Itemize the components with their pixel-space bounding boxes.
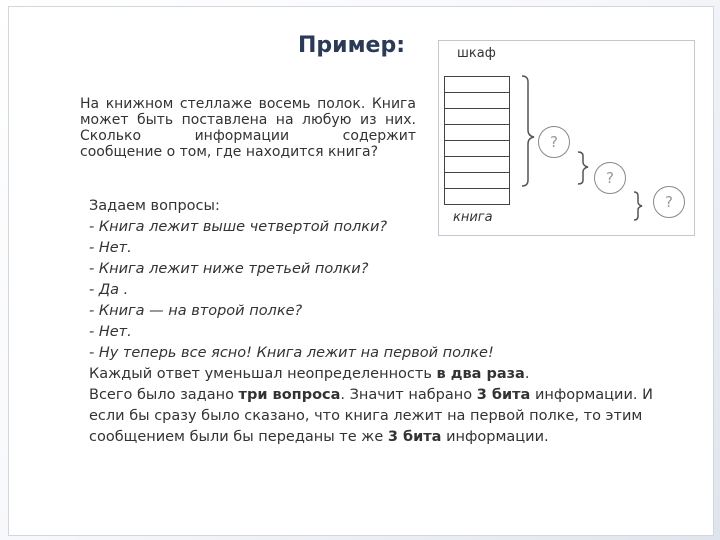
question-bubble: ? [538, 126, 570, 158]
dialogue-line: - Книга лежит ниже третьей полки? [89, 261, 369, 277]
dialogue-heading: Задаем вопросы: [89, 198, 220, 214]
intro-paragraph [80, 96, 416, 160]
text-run: информации. [441, 429, 549, 445]
dialogue-block [89, 196, 653, 448]
text-run: Всего было задано [89, 387, 239, 403]
text-run: информации. И [530, 387, 653, 403]
book-label: книга [453, 210, 493, 225]
dialogue-line: - Да . [89, 282, 129, 298]
question-bubble: ? [653, 186, 685, 218]
intro-line: может быть поставлена на любую из них. [80, 112, 416, 128]
text-run: сообщением были бы переданы те же [89, 429, 388, 445]
bold-run: в два раза [436, 366, 525, 382]
brace-large [522, 76, 534, 186]
dialogue-line: - Книга — на второй полке? [89, 303, 303, 319]
bold-run: 3 бита [476, 387, 531, 403]
text-run: . Значит набрано [340, 387, 477, 403]
bold-run: 3 бита [387, 429, 442, 445]
dialogue-line: - Нет. [89, 324, 132, 340]
brace-medium [578, 152, 588, 184]
slide-title: Пример: [298, 33, 406, 58]
question-bubble: ? [594, 162, 626, 194]
cabinet-label: шкаф [457, 46, 496, 61]
conclusion-line [89, 364, 653, 385]
conclusion-line [89, 385, 653, 406]
intro-line: Сколько информации содержит [80, 128, 416, 144]
dialogue-line: - Ну теперь все ясно! Книга лежит на первой полке! [89, 345, 494, 361]
dialogue-line: - Книга лежит выше четвертой полки? [89, 219, 388, 235]
conclusion-line [89, 427, 653, 448]
text-run: . [524, 366, 530, 382]
intro-line: На книжном стеллаже восемь полок. Книга [80, 96, 416, 112]
text-run: Каждый ответ уменьшал неопределенность [89, 366, 437, 382]
bold-run: три вопроса [238, 387, 341, 403]
dialogue-line: - Нет. [89, 240, 132, 256]
intro-line: сообщение о том, где находится книга? [80, 144, 379, 160]
conclusion-line: если бы сразу было сказано, что книга лежит на первой полке, то этим [89, 408, 643, 424]
